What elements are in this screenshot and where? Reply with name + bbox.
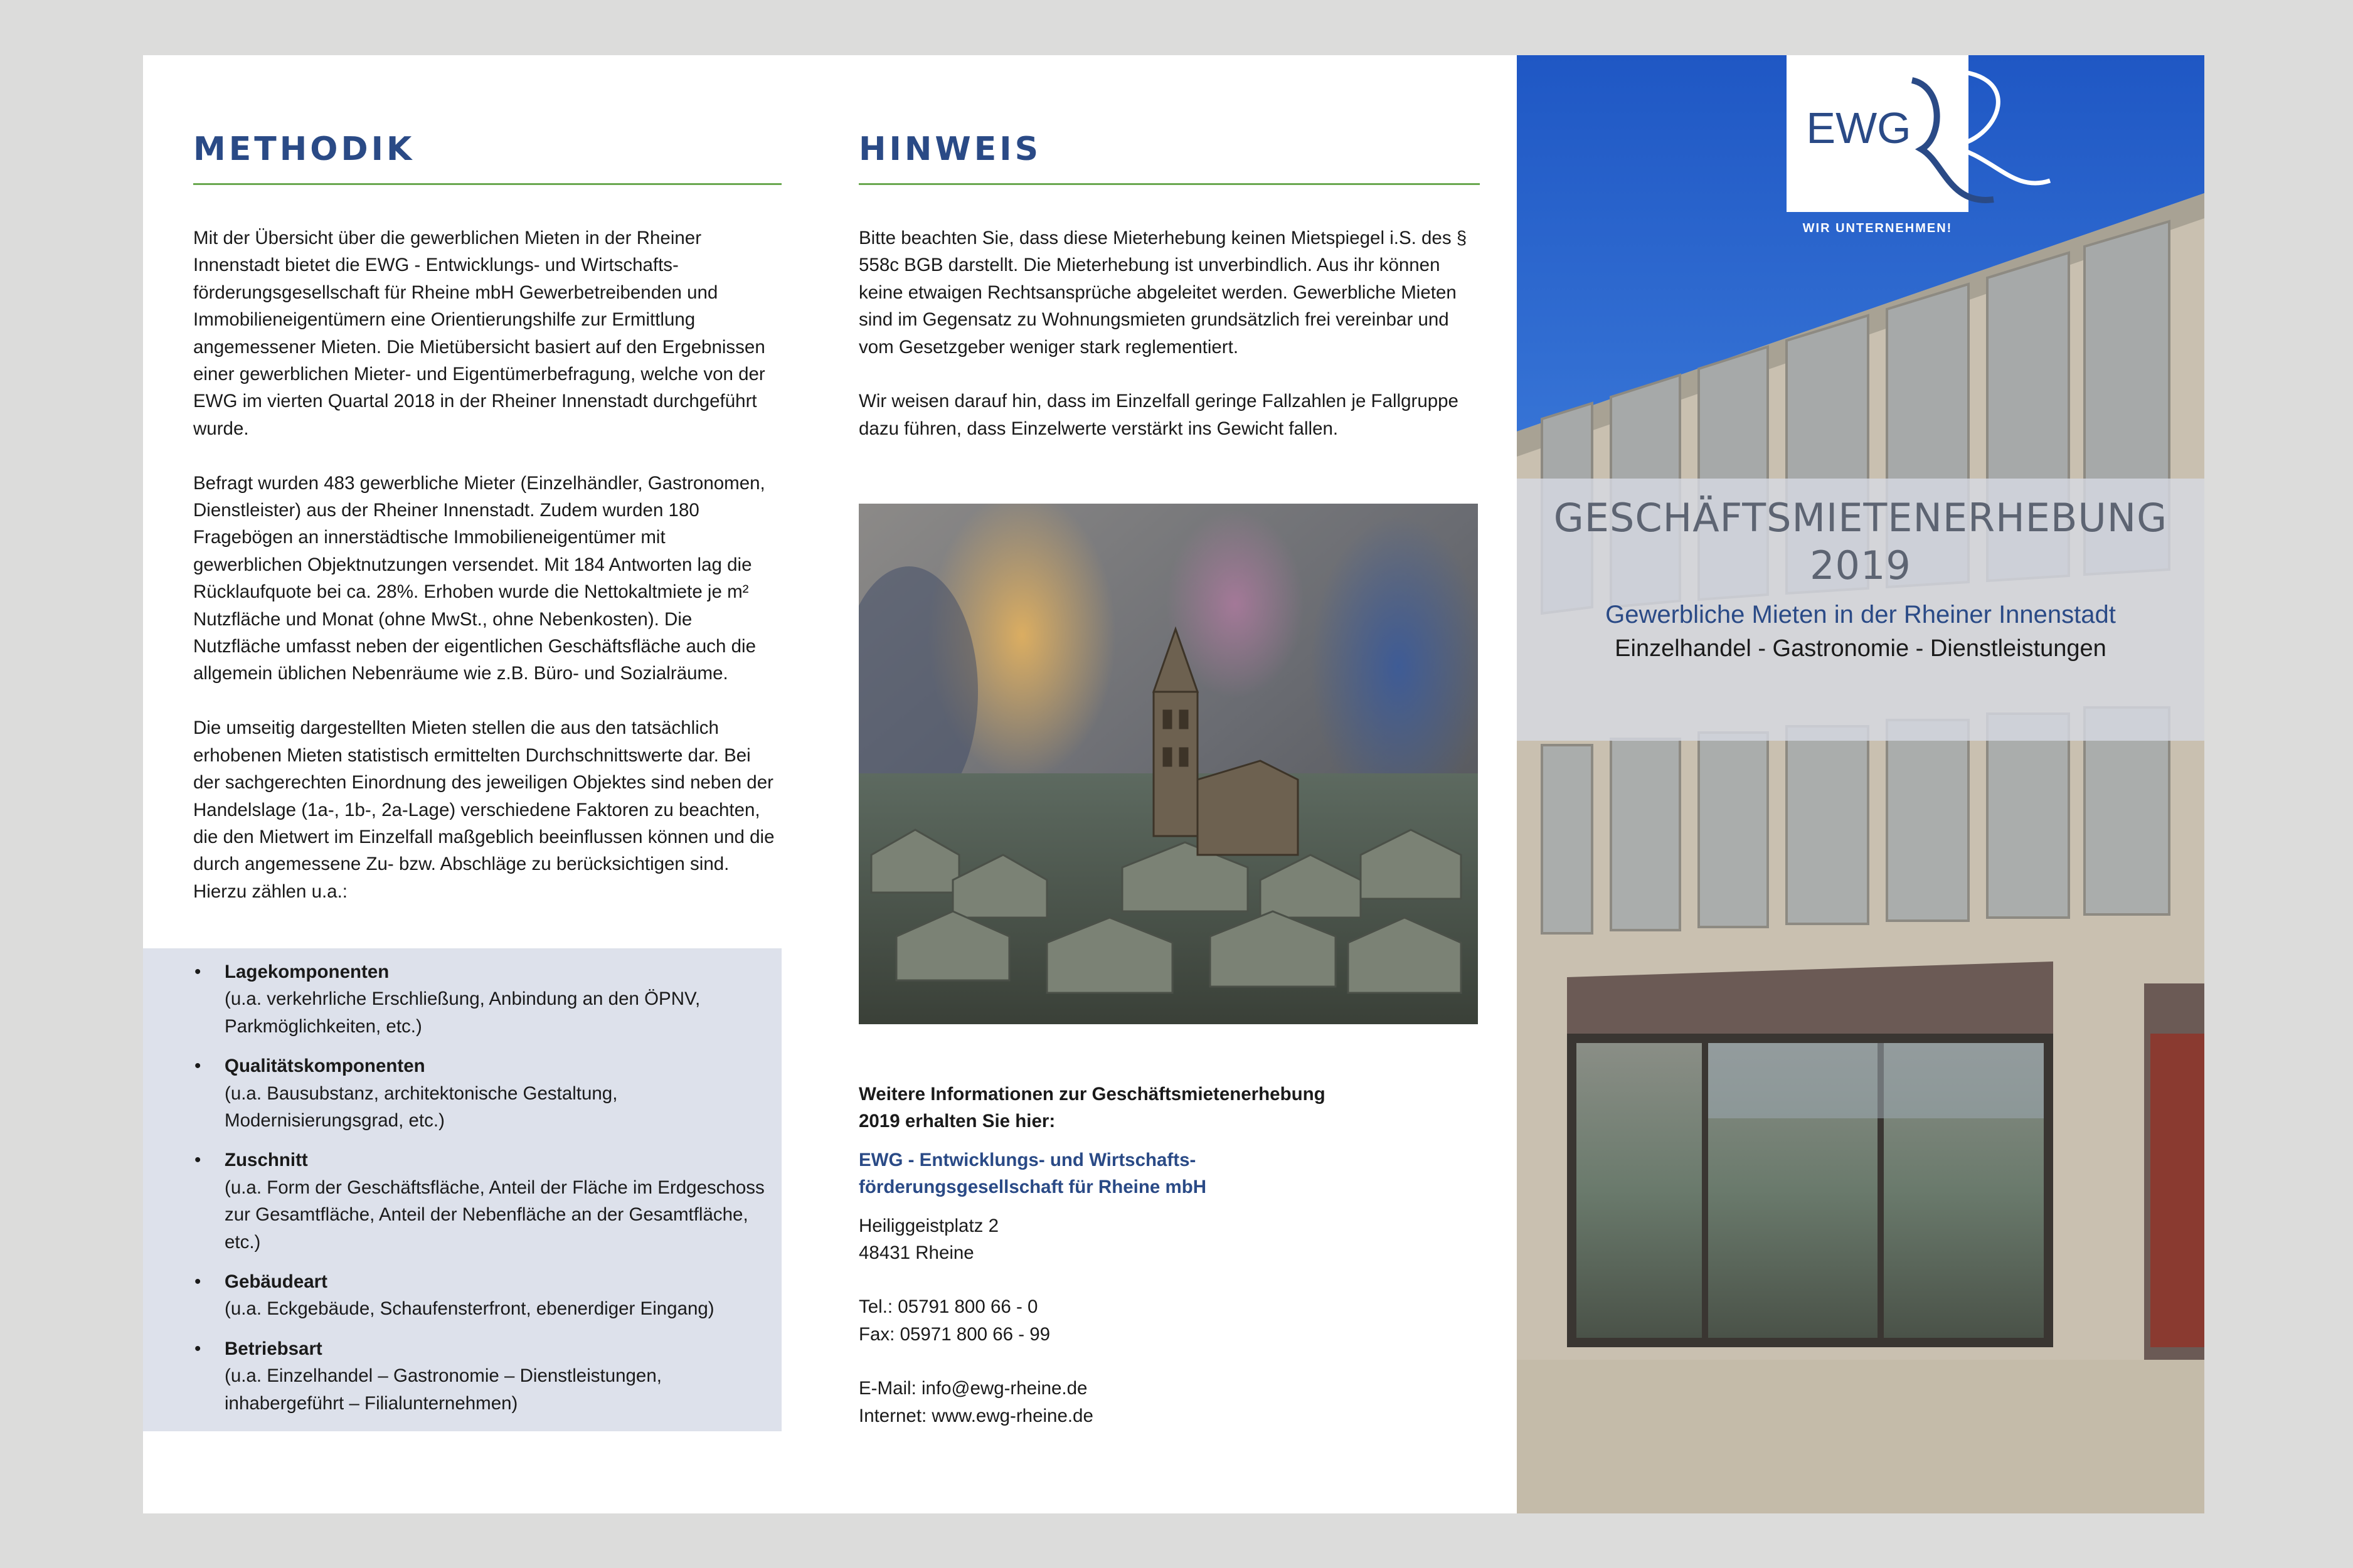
- cover-subtitle: Gewerbliche Mieten in der Rheiner Innenstadt: [1605, 601, 2116, 628]
- cover-title-line-1: GESCHÄFTSMIETENERHEBUNG: [1553, 495, 2168, 541]
- factors-list: [193, 958, 777, 1429]
- cover-title-line-2: 2019: [1810, 543, 1911, 588]
- hinweis-rule: [859, 183, 1480, 185]
- contact-fax: Fax: 05971 800 66 - 99: [859, 1323, 1051, 1345]
- methodik-paragraph-3: Die umseitig dargestellten Mieten stellen die aus den tatsächlich erhobenen Mieten statistisch ermittelten Durchschnittswerte dar. Bei der sachgerechten Einordnung des jeweiligen Objektes sind neben der Handelslage (1a-, 1b-, 2a-Lage) verschiedene Faktoren zu beachten, die den Mietwert im Einzelfall maßgeblich beeinflussen können und die durch angemessene Zu- bzw. Abschläge zu berücksichtigen sind. Hierzu zählen u.a.:: [193, 718, 775, 902]
- contact-block: [859, 1081, 1486, 1429]
- contact-city: 48431 Rheine: [859, 1242, 974, 1264]
- contact-email: E-Mail: info@ewg-rheine.de: [859, 1378, 1088, 1399]
- methodik-title: METHODIK: [193, 130, 415, 168]
- methodik-paragraph-2: Befragt wurden 483 gewerbliche Mieter (Einzelhändler, Gastronomen, Dienstleister) aus der Rheiner Innenstadt. Zudem wurden 180 Fragebögen an innerstädtische Immobilieneigentümer mit gewerblichen Objektnutzungen versendet. Mit 184 Antworten lag die Rücklaufquote bei ca. 28%. Erhoben wurde die Nettokaltmiete je m² Nutzfläche und Monat (ohne MwSt., ohne Nebenkosten). Die Nutzfläche umfasst neben der eigentlichen Geschäftsfläche auch die allgemein üblichen Nebenräume wie z.B. Büro- und Sozialräume.: [193, 472, 765, 684]
- contact-street: Heiliggeistplatz 2: [859, 1215, 999, 1236]
- contact-org-line-2: förderungsgesellschaft für Rheine mbH: [859, 1177, 1207, 1198]
- factor-desc: (u.a. Einzelhandel – Gastronomie – Dienstleistungen, inhabergeführt – Filialunternehmen): [225, 1365, 662, 1414]
- ewg-logo: [1787, 55, 2063, 237]
- hinweis-paragraph-2: Wir weisen darauf hin, dass im Einzelfall geringe Fallzahlen je Fallgruppe dazu führen, dass Einzelwerte verstärkt ins Gewicht fallen.: [859, 391, 1458, 439]
- hinweis-paragraph-1: Bitte beachten Sie, dass diese Mieterhebung keinen Mietspiegel i.S. des § 558c BGB darstellt. Die Mieterhebung ist unverbindlich. Aus ihr können keine etwaigen Rechtsansprüche abgeleitet werden. Gewerbliche Mieten sind im Gegensatz zu Wohnungsmieten grundsätzlich frei vereinbar und vom Gesetzgeber weniger stark reglementiert.: [859, 228, 1467, 358]
- contact-org-line-1: EWG - Entwicklungs- und Wirtschafts-: [859, 1149, 1196, 1170]
- factor-desc: (u.a. Bausubstanz, architektonische Gestaltung, Modernisierungsgrad, etc.): [225, 1083, 618, 1131]
- list-item: • Zuschnitt (u.a. Form der Geschäftsfläche, Anteil der Fläche im Erdgeschoss zur Gesamtfläche, Anteil der Nebenfläche an der Gesamtfläche, etc.): [193, 1147, 777, 1256]
- factor-desc: (u.a. verkehrliche Erschließung, Anbindung an den ÖPNV, Parkmöglichkeiten, etc.): [225, 988, 701, 1037]
- factor-title: Zuschnitt: [225, 1150, 308, 1171]
- hinweis-title: HINWEIS: [859, 130, 1042, 168]
- factor-desc: (u.a. Eckgebäude, Schaufensterfront, ebenerdiger Eingang): [225, 1298, 714, 1320]
- logo-text: EWG: [1806, 103, 1911, 152]
- cover-subtitle-sectors: Einzelhandel - Gastronomie - Dienstleistungen: [1615, 635, 2106, 662]
- contact-tel: Tel.: 05791 800 66 - 0: [859, 1296, 1038, 1318]
- logo-slogan: WIR UNTERNEHMEN!: [1802, 221, 1953, 235]
- factor-title: Qualitätskomponenten: [225, 1056, 425, 1077]
- factor-title: Betriebsart: [225, 1338, 322, 1359]
- list-item: • Qualitätskomponenten (u.a. Bausubstanz, architektonische Gestaltung, Modernisierungsgrad, etc.): [193, 1052, 777, 1134]
- list-item: • Lagekomponenten (u.a. verkehrliche Erschließung, Anbindung an den ÖPNV, Parkmöglichkeiten, etc.): [193, 958, 777, 1040]
- contact-intro: Weitere Informationen zur Geschäftsmietenerhebung 2019 erhalten Sie hier:: [859, 1084, 1325, 1132]
- brochure-sheet: [143, 55, 2204, 1513]
- methodik-paragraph-1: Mit der Übersicht über die gewerblichen Mieten in der Rheiner Innenstadt bietet die EWG - Entwicklungs- und Wirtschafts-förderungsgesellschaft für Rheine mbH Gewerbetreibenden und Immobilieneigentümern eine Orientierungshilfe zur Ermittlung angemessener Mieten. Die Mietübersicht basiert auf den Ergebnissen einer gewerblichen Mieter- und Eigentümerbefragung, welche von der EWG im vierten Quartal 2018 in der Rheiner Innenstadt durchgeführt wurde.: [193, 228, 765, 439]
- list-item: • Betriebsart (u.a. Einzelhandel – Gastronomie – Dienstleistungen, inhabergeführt – Filialunternehmen): [193, 1335, 777, 1417]
- cover-title: [1517, 494, 2204, 590]
- cover-photo: [1517, 55, 2204, 1513]
- hinweis-body: [859, 225, 1486, 470]
- factor-desc: (u.a. Form der Geschäftsfläche, Anteil der Fläche im Erdgeschoss zur Gesamtfläche, Anteil der Nebenfläche an der Gesamtfläche, etc.): [225, 1177, 765, 1253]
- list-item: • Gebäudeart (u.a. Eckgebäude, Schaufensterfront, ebenerdiger Eingang): [193, 1268, 777, 1323]
- methodik-body: [193, 225, 777, 933]
- factor-title: Lagekomponenten: [225, 961, 390, 982]
- methodik-rule: [193, 183, 782, 185]
- city-model-photo: [859, 504, 1478, 1024]
- factor-title: Gebäudeart: [225, 1271, 327, 1293]
- contact-internet: Internet: www.ewg-rheine.de: [859, 1405, 1093, 1426]
